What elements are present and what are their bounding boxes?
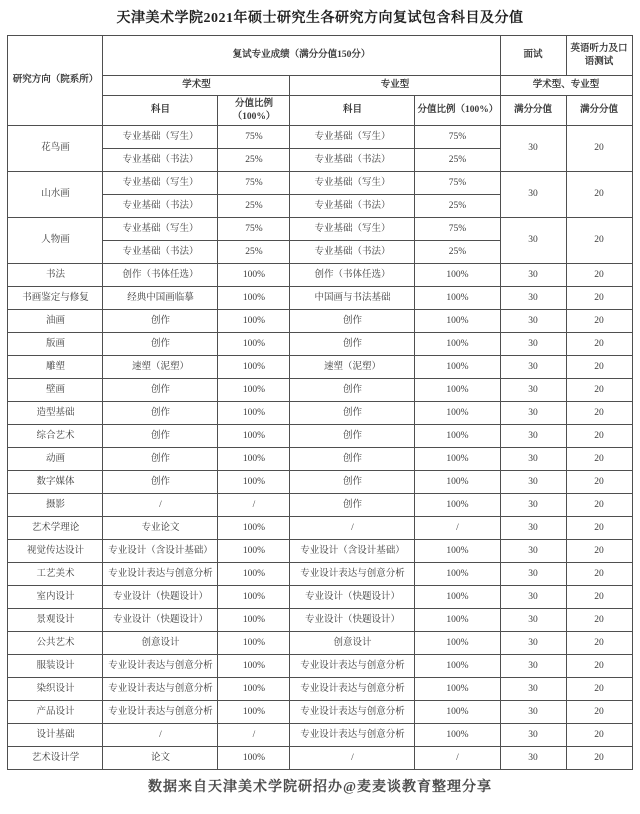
- interview-score-cell: 30: [500, 494, 566, 517]
- english-score-cell: 20: [566, 586, 632, 609]
- academic-ratio-cell: 100%: [218, 448, 290, 471]
- english-score-cell: 20: [566, 172, 632, 218]
- academic-subject-cell: 专业设计（快题设计）: [103, 586, 218, 609]
- professional-ratio-cell: 100%: [415, 609, 500, 632]
- academic-ratio-cell: 75%: [218, 126, 290, 149]
- professional-subject-cell: 专业设计表达与创意分析: [290, 563, 415, 586]
- interview-score-cell: 30: [500, 655, 566, 678]
- interview-score-cell: 30: [500, 218, 566, 264]
- professional-ratio-cell: 100%: [415, 356, 500, 379]
- interview-score-cell: 30: [500, 287, 566, 310]
- academic-ratio-cell: 100%: [218, 632, 290, 655]
- direction-cell: 景观设计: [8, 609, 103, 632]
- interview-score-cell: 30: [500, 471, 566, 494]
- table-header: [8, 36, 632, 126]
- direction-cell: 艺术设计学: [8, 747, 103, 770]
- direction-cell: 人物画: [8, 218, 103, 264]
- header-interview: 面试: [500, 36, 566, 76]
- english-score-cell: 20: [566, 333, 632, 356]
- professional-ratio-cell: 100%: [415, 425, 500, 448]
- professional-subject-cell: 专业设计表达与创意分析: [290, 701, 415, 724]
- professional-subject-cell: 创作（书体任选）: [290, 264, 415, 287]
- academic-subject-cell: 专业设计表达与创意分析: [103, 655, 218, 678]
- academic-subject-cell: 创意设计: [103, 632, 218, 655]
- direction-cell: 版画: [8, 333, 103, 356]
- academic-subject-cell: 论文: [103, 747, 218, 770]
- professional-subject-cell: 专业设计表达与创意分析: [290, 678, 415, 701]
- direction-cell: 服装设计: [8, 655, 103, 678]
- professional-subject-cell: 专业基础（书法）: [290, 149, 415, 172]
- academic-subject-cell: 专业基础（书法）: [103, 149, 218, 172]
- direction-cell: 产品设计: [8, 701, 103, 724]
- table-row: [8, 287, 632, 310]
- direction-cell: 视觉传达设计: [8, 540, 103, 563]
- interview-score-cell: 30: [500, 172, 566, 218]
- professional-subject-cell: 创作: [290, 494, 415, 517]
- professional-subject-cell: 创作: [290, 310, 415, 333]
- direction-cell: 山水画: [8, 172, 103, 218]
- english-score-cell: 20: [566, 517, 632, 540]
- table-row: [8, 655, 632, 678]
- table-row: [8, 448, 632, 471]
- academic-ratio-cell: 25%: [218, 149, 290, 172]
- table-row: [8, 517, 632, 540]
- table-row: [8, 678, 632, 701]
- academic-ratio-cell: 100%: [218, 747, 290, 770]
- academic-ratio-cell: 100%: [218, 586, 290, 609]
- professional-ratio-cell: 25%: [415, 241, 500, 264]
- english-score-cell: 20: [566, 287, 632, 310]
- english-score-cell: 20: [566, 264, 632, 287]
- direction-cell: 设计基础: [8, 724, 103, 747]
- professional-ratio-cell: 100%: [415, 655, 500, 678]
- academic-subject-cell: 专业设计（含设计基础）: [103, 540, 218, 563]
- direction-cell: 摄影: [8, 494, 103, 517]
- academic-ratio-cell: 100%: [218, 264, 290, 287]
- professional-subject-cell: 创作: [290, 448, 415, 471]
- table-row: [8, 494, 632, 517]
- professional-ratio-cell: 100%: [415, 264, 500, 287]
- academic-ratio-cell: 100%: [218, 609, 290, 632]
- english-score-cell: 20: [566, 747, 632, 770]
- direction-cell: 染织设计: [8, 678, 103, 701]
- academic-subject-cell: /: [103, 494, 218, 517]
- interview-score-cell: 30: [500, 586, 566, 609]
- interview-score-cell: 30: [500, 264, 566, 287]
- direction-cell: 雕塑: [8, 356, 103, 379]
- interview-score-cell: 30: [500, 126, 566, 172]
- professional-ratio-cell: 100%: [415, 471, 500, 494]
- professional-ratio-cell: 100%: [415, 402, 500, 425]
- header-both-types: 学术型、专业型: [500, 76, 632, 96]
- header-full-score-english: 满分分值: [566, 96, 632, 126]
- professional-subject-cell: /: [290, 747, 415, 770]
- academic-subject-cell: 创作: [103, 425, 218, 448]
- professional-ratio-cell: 100%: [415, 333, 500, 356]
- academic-ratio-cell: 100%: [218, 333, 290, 356]
- retest-score-table: [7, 35, 632, 770]
- academic-ratio-cell: 100%: [218, 563, 290, 586]
- header-row-1: [8, 36, 632, 76]
- table-row: [8, 402, 632, 425]
- english-score-cell: 20: [566, 356, 632, 379]
- professional-ratio-cell: 75%: [415, 218, 500, 241]
- academic-ratio-cell: 100%: [218, 517, 290, 540]
- academic-subject-cell: 专业基础（写生）: [103, 172, 218, 195]
- interview-score-cell: 30: [500, 379, 566, 402]
- professional-subject-cell: 专业设计表达与创意分析: [290, 655, 415, 678]
- header-full-score-interview: 满分分值: [500, 96, 566, 126]
- english-score-cell: 20: [566, 678, 632, 701]
- table-row: [8, 747, 632, 770]
- table-row: [8, 609, 632, 632]
- header-ratio-professional: 分值比例（100%）: [415, 96, 500, 126]
- direction-cell: 书画鉴定与修复: [8, 287, 103, 310]
- professional-ratio-cell: 100%: [415, 563, 500, 586]
- direction-cell: 花鸟画: [8, 126, 103, 172]
- table-row: [8, 471, 632, 494]
- academic-subject-cell: 创作: [103, 471, 218, 494]
- interview-score-cell: 30: [500, 632, 566, 655]
- professional-ratio-cell: 100%: [415, 540, 500, 563]
- professional-ratio-cell: 100%: [415, 701, 500, 724]
- interview-score-cell: 30: [500, 356, 566, 379]
- english-score-cell: 20: [566, 724, 632, 747]
- professional-subject-cell: 专业设计（快题设计）: [290, 609, 415, 632]
- interview-score-cell: 30: [500, 310, 566, 333]
- english-score-cell: 20: [566, 701, 632, 724]
- english-score-cell: 20: [566, 310, 632, 333]
- academic-ratio-cell: 100%: [218, 402, 290, 425]
- academic-ratio-cell: 100%: [218, 356, 290, 379]
- interview-score-cell: 30: [500, 402, 566, 425]
- header-ratio-academic: 分值比例（100%）: [218, 96, 290, 126]
- direction-cell: 书法: [8, 264, 103, 287]
- table-row: [8, 379, 632, 402]
- header-direction: 研究方向（院系所）: [8, 36, 103, 126]
- academic-ratio-cell: 100%: [218, 540, 290, 563]
- interview-score-cell: 30: [500, 425, 566, 448]
- academic-subject-cell: 专业基础（写生）: [103, 126, 218, 149]
- table-row: [8, 724, 632, 747]
- english-score-cell: 20: [566, 563, 632, 586]
- academic-ratio-cell: 100%: [218, 379, 290, 402]
- academic-subject-cell: /: [103, 724, 218, 747]
- interview-score-cell: 30: [500, 747, 566, 770]
- table-row: [8, 563, 632, 586]
- professional-subject-cell: 专业设计（含设计基础）: [290, 540, 415, 563]
- direction-cell: 公共艺术: [8, 632, 103, 655]
- table-row: [8, 540, 632, 563]
- academic-subject-cell: 创作: [103, 402, 218, 425]
- academic-subject-cell: 创作: [103, 448, 218, 471]
- interview-score-cell: 30: [500, 724, 566, 747]
- direction-cell: 综合艺术: [8, 425, 103, 448]
- professional-ratio-cell: 25%: [415, 149, 500, 172]
- english-score-cell: 20: [566, 402, 632, 425]
- interview-score-cell: 30: [500, 517, 566, 540]
- professional-subject-cell: 专业设计（快题设计）: [290, 586, 415, 609]
- academic-subject-cell: 专业基础（书法）: [103, 195, 218, 218]
- english-score-cell: 20: [566, 655, 632, 678]
- professional-ratio-cell: 75%: [415, 172, 500, 195]
- academic-ratio-cell: 75%: [218, 172, 290, 195]
- table-row: [8, 701, 632, 724]
- academic-ratio-cell: 100%: [218, 701, 290, 724]
- header-subject-academic: 科目: [103, 96, 218, 126]
- academic-subject-cell: 专业设计表达与创意分析: [103, 678, 218, 701]
- header-academic-type: 学术型: [103, 76, 290, 96]
- page-title: 天津美术学院2021年硕士研究生各研究方向复试包含科目及分值: [116, 11, 524, 26]
- professional-subject-cell: 创作: [290, 425, 415, 448]
- header-professional-type: 专业型: [290, 76, 500, 96]
- english-score-cell: 20: [566, 379, 632, 402]
- academic-subject-cell: 专业设计表达与创意分析: [103, 701, 218, 724]
- header-english-test: 英语听力及口语测试: [566, 36, 632, 76]
- direction-cell: 数字媒体: [8, 471, 103, 494]
- academic-ratio-cell: 100%: [218, 310, 290, 333]
- professional-ratio-cell: 100%: [415, 632, 500, 655]
- professional-subject-cell: 专业设计表达与创意分析: [290, 724, 415, 747]
- academic-subject-cell: 创作: [103, 333, 218, 356]
- professional-ratio-cell: /: [415, 747, 500, 770]
- academic-ratio-cell: 100%: [218, 678, 290, 701]
- professional-ratio-cell: 100%: [415, 678, 500, 701]
- professional-subject-cell: 专业基础（写生）: [290, 172, 415, 195]
- professional-subject-cell: 创作: [290, 379, 415, 402]
- academic-subject-cell: 创作: [103, 310, 218, 333]
- academic-subject-cell: 专业设计（快题设计）: [103, 609, 218, 632]
- header-subject-professional: 科目: [290, 96, 415, 126]
- english-score-cell: 20: [566, 448, 632, 471]
- interview-score-cell: 30: [500, 609, 566, 632]
- academic-ratio-cell: 100%: [218, 471, 290, 494]
- academic-subject-cell: 创作: [103, 379, 218, 402]
- table-row: [8, 126, 632, 149]
- academic-subject-cell: 专业论文: [103, 517, 218, 540]
- professional-subject-cell: 创意设计: [290, 632, 415, 655]
- professional-subject-cell: /: [290, 517, 415, 540]
- academic-subject-cell: 专业基础（书法）: [103, 241, 218, 264]
- academic-ratio-cell: 100%: [218, 655, 290, 678]
- academic-ratio-cell: 100%: [218, 425, 290, 448]
- interview-score-cell: 30: [500, 678, 566, 701]
- header-retest-score: 复试专业成绩（满分分值150分）: [103, 36, 500, 76]
- direction-cell: 造型基础: [8, 402, 103, 425]
- academic-subject-cell: 经典中国画临摹: [103, 287, 218, 310]
- direction-cell: 艺术学理论: [8, 517, 103, 540]
- direction-cell: 动画: [8, 448, 103, 471]
- table-row: [8, 356, 632, 379]
- interview-score-cell: 30: [500, 540, 566, 563]
- table-row: [8, 218, 632, 241]
- english-score-cell: 20: [566, 632, 632, 655]
- direction-cell: 壁画: [8, 379, 103, 402]
- interview-score-cell: 30: [500, 563, 566, 586]
- english-score-cell: 20: [566, 609, 632, 632]
- table-row: [8, 632, 632, 655]
- direction-cell: 室内设计: [8, 586, 103, 609]
- academic-ratio-cell: 75%: [218, 218, 290, 241]
- direction-cell: 油画: [8, 310, 103, 333]
- footer-credit: 数据来自天津美术学院研招办@麦麦谈教育整理分享: [147, 780, 493, 795]
- academic-subject-cell: 创作（书体任选）: [103, 264, 218, 287]
- table-row: [8, 310, 632, 333]
- interview-score-cell: 30: [500, 333, 566, 356]
- interview-score-cell: 30: [500, 448, 566, 471]
- table-row: [8, 586, 632, 609]
- professional-subject-cell: 专业基础（写生）: [290, 218, 415, 241]
- professional-subject-cell: 中国画与书法基础: [290, 287, 415, 310]
- academic-ratio-cell: 25%: [218, 241, 290, 264]
- professional-subject-cell: 速塑（泥塑）: [290, 356, 415, 379]
- professional-subject-cell: 创作: [290, 471, 415, 494]
- professional-ratio-cell: 100%: [415, 494, 500, 517]
- academic-subject-cell: 专业设计表达与创意分析: [103, 563, 218, 586]
- professional-ratio-cell: 100%: [415, 448, 500, 471]
- professional-subject-cell: 创作: [290, 402, 415, 425]
- professional-subject-cell: 专业基础（写生）: [290, 126, 415, 149]
- academic-ratio-cell: /: [218, 494, 290, 517]
- professional-ratio-cell: 100%: [415, 379, 500, 402]
- table-row: [8, 264, 632, 287]
- academic-ratio-cell: 25%: [218, 195, 290, 218]
- professional-subject-cell: 创作: [290, 333, 415, 356]
- table-row: [8, 333, 632, 356]
- english-score-cell: 20: [566, 494, 632, 517]
- academic-ratio-cell: /: [218, 724, 290, 747]
- direction-cell: 工艺美术: [8, 563, 103, 586]
- table-row: [8, 172, 632, 195]
- academic-ratio-cell: 100%: [218, 287, 290, 310]
- table-row: [8, 425, 632, 448]
- professional-ratio-cell: 100%: [415, 724, 500, 747]
- english-score-cell: 20: [566, 540, 632, 563]
- professional-subject-cell: 专业基础（书法）: [290, 195, 415, 218]
- professional-ratio-cell: 75%: [415, 126, 500, 149]
- english-score-cell: 20: [566, 218, 632, 264]
- professional-ratio-cell: 100%: [415, 586, 500, 609]
- english-score-cell: 20: [566, 425, 632, 448]
- professional-ratio-cell: /: [415, 517, 500, 540]
- professional-ratio-cell: 25%: [415, 195, 500, 218]
- professional-subject-cell: 专业基础（书法）: [290, 241, 415, 264]
- professional-ratio-cell: 100%: [415, 287, 500, 310]
- interview-score-cell: 30: [500, 701, 566, 724]
- english-score-cell: 20: [566, 126, 632, 172]
- english-score-cell: 20: [566, 471, 632, 494]
- table-body: [8, 126, 632, 770]
- academic-subject-cell: 专业基础（写生）: [103, 218, 218, 241]
- professional-ratio-cell: 100%: [415, 310, 500, 333]
- academic-subject-cell: 速塑（泥塑）: [103, 356, 218, 379]
